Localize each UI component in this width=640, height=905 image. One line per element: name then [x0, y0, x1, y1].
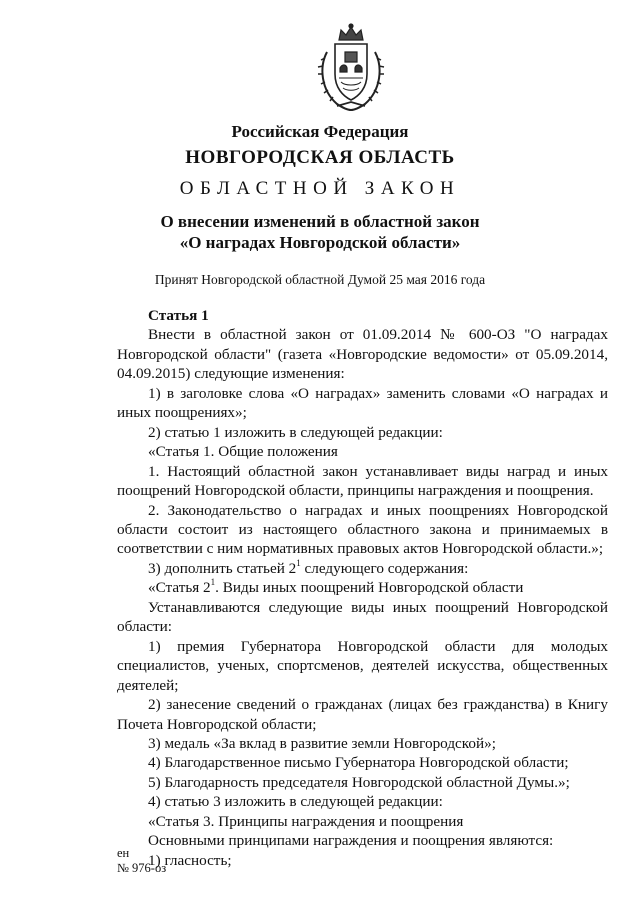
paragraph: Основными принципами награждения и поощрения являются: [148, 832, 554, 850]
article-body [117, 306, 608, 870]
paragraph: «Статья 3. Принципы награждения и поощрения [148, 812, 464, 830]
paragraph-text: следующего содержания: [300, 559, 469, 577]
paragraph: 2. Законодательство о наградах и иных поощрениях Новгородской области состоит из настоящего областного закона и принимаемых в соответствии с ним нормативных правовых актов Новгородской области.»; [117, 501, 608, 558]
paragraph [117, 578, 608, 597]
paragraph: 5) Благодарность председателя Новгородской областной Думы.»; [148, 773, 570, 791]
paragraph: 1) гласность; [148, 851, 232, 869]
document-footer [117, 846, 166, 876]
paragraph-text: 3) дополнить статьей 2 [148, 559, 297, 577]
paragraph-text: . Виды иных поощрений Новгородской области [215, 579, 524, 597]
region-heading: НОВГОРОДСКАЯ ОБЛАСТЬ [185, 147, 455, 168]
law-title-line-1: О внесении изменений в областной закон [160, 212, 480, 231]
paragraph: 4) Благодарственное письмо Губернатора Новгородской области; [148, 754, 569, 772]
paragraph: 1) премия Губернатора Новгородской области для молодых специалистов, ученых, спортсменов, деятелей искусства, общественных деятелей; [117, 637, 608, 694]
paragraph: 4) статью 3 изложить в следующей редакции: [148, 793, 443, 811]
document-number: № 976-оз [117, 861, 167, 875]
law-type-heading: ОБЛАСТНОЙ ЗАКОН [179, 178, 461, 199]
law-title-line-2: «О наградах Новгородской области» [179, 233, 461, 252]
paragraph: «Статья 1. Общие положения [148, 443, 338, 461]
paragraph-text: «Статья 2 [148, 579, 211, 597]
paragraph: 3) медаль «За вклад в развитие земли Новгородской»; [148, 734, 496, 752]
federation-heading: Российская Федерация [231, 122, 409, 141]
article-heading: Статья 1 [148, 307, 209, 324]
paragraph: 1) в заголовке слова «О наградах» заменить словами «О наградах и иных поощрениях»; [117, 384, 608, 422]
law-title [0, 211, 640, 253]
paragraph: 2) статью 1 изложить в следующей редакции: [148, 423, 443, 441]
author-initials: ен [117, 846, 130, 860]
novgorod-coat-of-arms-emblem [313, 22, 389, 114]
paragraph: 1. Настоящий областной закон устанавливает виды наград и иных поощрений Новгородской области, принципы награждения и поощрения. [117, 462, 608, 500]
paragraph: 2) занесение сведений о гражданах (лицах без гражданства) в Книгу Почета Новгородской области; [117, 696, 608, 733]
paragraph [117, 559, 608, 578]
paragraph: Устанавливаются следующие виды иных поощрений Новгородской области: [117, 598, 608, 636]
superscript: 1 [296, 557, 301, 568]
adoption-date-line: Принят Новгородской областной Думой 25 мая 2016 года [154, 272, 486, 287]
superscript: 1 [210, 577, 216, 588]
paragraph: Внести в областной закон от 01.09.2014 № 600-ОЗ "О наградах Новгородской области" (газета «Новгородские ведомости» от 05.09.2014, 04.09.2015) следующие изменения: [117, 326, 608, 383]
